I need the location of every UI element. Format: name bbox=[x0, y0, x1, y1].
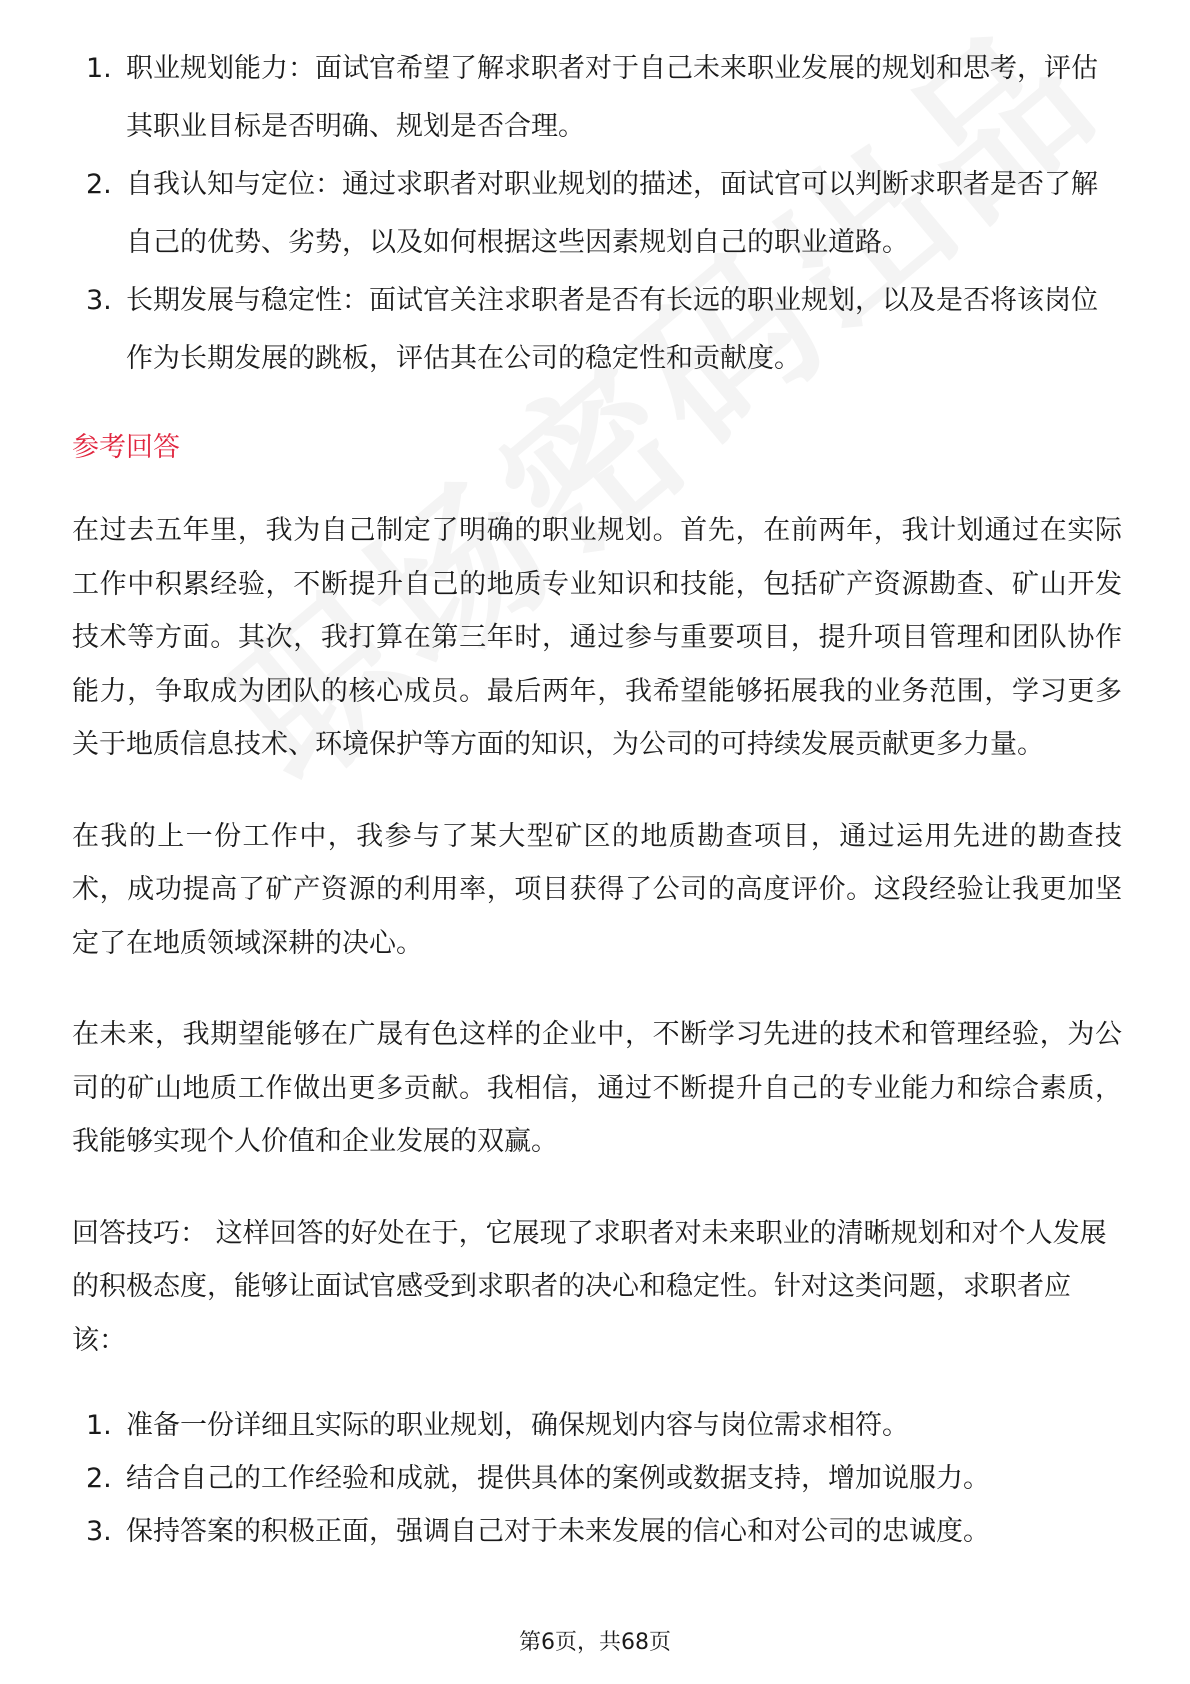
list-item-text: 职业规划能力：面试官希望了解求职者对于自己未来职业发展的规划和思考，评估其职业目标是否明确、规划是否合理。 bbox=[126, 53, 1098, 142]
page-number: 第6页，共68页 bbox=[519, 1630, 671, 1655]
list-item-text: 结合自己的工作经验和成就，提供具体的案例或数据支持，增加说服力。 bbox=[126, 1463, 990, 1494]
list-item-text: 自我认知与定位：通过求职者对职业规划的描述，面试官可以判断求职者是否了解自己的优势、劣势，以及如何根据这些因素规划自己的职业道路。 bbox=[126, 169, 1098, 258]
list-item-text: 长期发展与稳定性：面试官关注求职者是否有长远的职业规划，以及是否将该岗位作为长期发展的跳板，评估其在公司的稳定性和贡献度。 bbox=[126, 285, 1098, 374]
list-item bbox=[72, 1399, 1122, 1452]
list-item bbox=[72, 272, 1122, 388]
list-number: 3. bbox=[86, 285, 112, 316]
list-item-text: 保持答案的积极正面，强调自己对于未来发展的信心和对公司的忠诚度。 bbox=[126, 1516, 990, 1547]
tips-list bbox=[72, 1399, 1122, 1558]
list-item bbox=[72, 40, 1122, 156]
criteria-list bbox=[72, 40, 1122, 388]
answer-paragraph: 在我的上一份工作中，我参与了某大型矿区的地质勘查项目，通过运用先进的勘查技术，成功提高了矿产资源的利用率，项目获得了公司的高度评价。这段经验让我更加坚定了在地质领域深耕的决心。 bbox=[72, 820, 1122, 959]
list-item bbox=[72, 1452, 1122, 1505]
answer-tips: 回答技巧： 这样回答的好处在于，它展现了求职者对未来职业的清晰规划和对个人发展的积极态度，能够让面试官感受到求职者的决心和稳定性。针对这类问题，求职者应该： bbox=[72, 1217, 1107, 1356]
section-title: 参考回答 bbox=[72, 432, 180, 463]
list-item bbox=[72, 156, 1122, 272]
answer-paragraph: 在过去五年里，我为自己制定了明确的职业规划。首先，在前两年，我计划通过在实际工作中积累经验，不断提升自己的地质专业知识和技能，包括矿产资源勘查、矿山开发技术等方面。其次，我打算在第三年时，通过参与重要项目，提升项目管理和团队协作能力，争取成为团队的核心成员。最后两年，我希望能够拓展我的业务范围，学习更多关于地质信息技术、环境保护等方面的知识，为公司的可持续发展贡献更多力量。 bbox=[72, 515, 1122, 760]
list-item-text: 准备一份详细且实际的职业规划，确保规划内容与岗位需求相符。 bbox=[126, 1410, 909, 1441]
list-number: 2. bbox=[86, 1463, 112, 1494]
answer-paragraph: 在未来，我期望能够在广晟有色这样的企业中，不断学习先进的技术和管理经验，为公司的矿山地质工作做出更多贡献。我相信，通过不断提升自己的专业能力和综合素质，我能够实现个人价值和企业发展的双赢。 bbox=[72, 1019, 1122, 1157]
list-number: 2. bbox=[86, 169, 112, 200]
list-number: 1. bbox=[86, 1410, 112, 1441]
list-number: 3. bbox=[86, 1516, 112, 1547]
list-number: 1. bbox=[86, 53, 112, 84]
page-content bbox=[72, 40, 1122, 1558]
list-item bbox=[72, 1505, 1122, 1558]
